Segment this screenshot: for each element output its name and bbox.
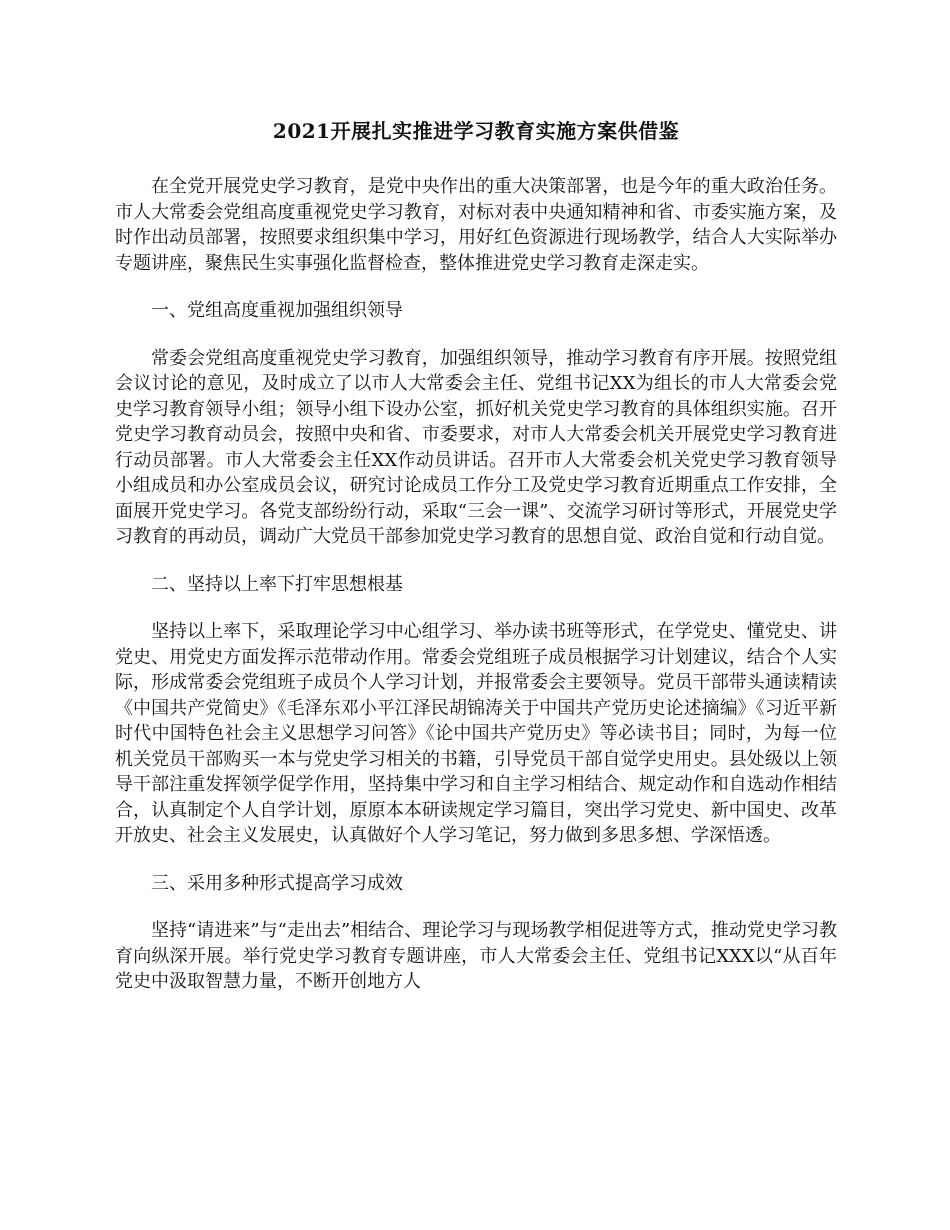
section-heading-1: 一、党组高度重视加强组织领导 <box>151 300 403 321</box>
intro-paragraph: 在全党开展党史学习教育，是党中央作出的重大决策部署，也是今年的重大政治任务。市人大常委会党组高度重视党史学习教育，对标对表中央通知精神和省、市委实施方案，及时作出动员部署，按照要求组织集中学习，用好红色资源进行现场教学，结合人大实际举办专题讲座，聚焦民生实事强化监督检查，整体推进党史学习教育走深走实。 <box>115 176 837 274</box>
section-body-2: 坚持以上率下，采取理论学习中心组学习、举办读书班等形式，在学党史、懂党史、讲党史、用党史方面发挥示范带动作用。常委会党组班子成员根据学习计划建议，结合个人实际，形成常委会党组班子成员个人学习计划，并报常委会主要领导。党员干部带头通读精读《中国共产党简史》《毛泽东邓小平江泽民胡锦涛关于中国共产党历史论述摘编》《习近平新时代中国特色社会主义思想学习问答》《论中国共产党历史》等必读书目；同时，为每一位机关党员干部购买一本与党史学习相关的书籍，引导党员干部自觉学史用史。县处级以上领导干部注重发挥领学促学作用，坚持集中学习和自主学习相结合、规定动作和自选动作相结合，认真制定个人自学计划，原原本本研读规定学习篇目，突出学习党史、新中国史、改革开放史、社会主义发展史，认真做好个人学习笔记，努力做到多思多想、学深悟透。 <box>115 621 837 846</box>
section-heading-2: 二、坚持以上率下打牢思想根基 <box>151 573 403 595</box>
section-body-1: 常委会党组高度重视党史学习教育，加强组织领导，推动学习教育有序开展。按照党组会议讨论的意见，及时成立了以市人大常委会主任、党组书记XX为组长的市人大常委会党史学习教育领导小组；领导小组下设办公室，抓好机关党史学习教育的具体组织实施。召开党史学习教育动员会，按照中央和省、市委要求，对市人大常委会机关开展党史学习教育进行动员部署。市人大常委会主任XX作动员讲话。召开市人大常委会机关党史学习教育领导小组成员和办公室成员会议，研究讨论成员工作分工及党史学习教育近期重点工作安排，全面展开党史学习。各党支部纷纷行动，采取“三会一课”、交流学习研讨等形式，开展党史学习教育的再动员，调动广大党员干部参加党史学习教育的思想自觉、政治自觉和行动自觉。 <box>115 347 837 547</box>
document-page <box>115 118 837 995</box>
section-heading-3: 三、采用多种形式提高学习成效 <box>151 872 403 894</box>
section-body-3: 坚持“请进来”与“走出去”相结合、理论学习与现场教学相促进等方式，推动党史学习教育向纵深开展。举行党史学习教育专题讲座，市人大常委会主任、党组书记XXX以“从百年党史中汲取智慧力量，不断开创地方人 <box>115 920 837 992</box>
document-title: 2021开展扎实推进学习教育实施方案供借鉴 <box>272 119 680 143</box>
